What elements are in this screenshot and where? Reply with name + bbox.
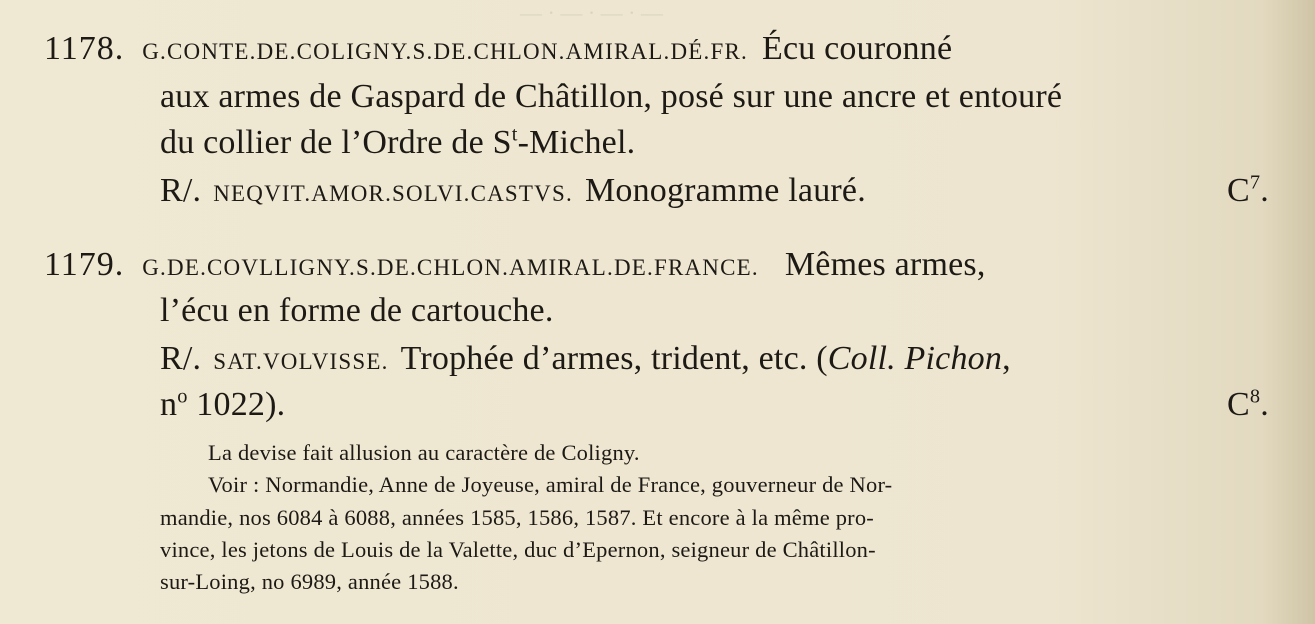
reverse-legend: NEQVIT.AMOR.SOLVI.CASTVS. xyxy=(213,181,573,206)
reverse-description: Monogramme lauré. xyxy=(584,172,866,209)
note-line-2: Voir : Normandie, Anne de Joyeuse, amiral de France, gouverneur de Nor- xyxy=(208,472,893,497)
reverse-line-2: $n^o$ 1022). xyxy=(160,385,286,423)
obverse-description-line-3: du collier de l’Ordre de $S^t$-Michel. xyxy=(160,123,636,161)
reverse-mark: R/. xyxy=(160,340,202,377)
reverse-legend: SAT.VOLVISSE. xyxy=(213,349,389,374)
note-line-1: La devise fait allusion au caractère de Coligny. xyxy=(208,440,640,465)
bleed-through-text: — · — · — · — xyxy=(520,0,663,25)
obverse-description: Mêmes armes, xyxy=(784,246,986,283)
entry-number: 1179. xyxy=(44,246,125,283)
obverse-description-line-2: aux armes de Gaspard de Châtillon, posé sur une ancre et entouré xyxy=(160,78,1063,115)
metal-code: $C^8$. xyxy=(1227,385,1269,423)
obverse-description: Écu couronné xyxy=(761,30,953,67)
note-line-3: mandie, nos 6084 à 6088, années 1585, 1586, 1587. Et encore à la même pro- xyxy=(160,505,874,530)
note-line-5: sur-Loing, no 6989, année 1588. xyxy=(160,569,459,594)
obverse-legend: G.DE.COVLLIGNY.S.DE.CHLON.AMIRAL.DE.FRANCE. xyxy=(142,255,759,280)
reverse-description: Trophée d’armes, trident, etc. (Coll. Pichon, xyxy=(400,340,1011,377)
note-line-4: vince, les jetons de Louis de la Valette, duc d’Epernon, seigneur de Châtillon- xyxy=(160,537,876,562)
obverse-legend: G.CONTE.DE.COLIGNY.S.DE.CHLON.AMIRAL.DÉ.FR. xyxy=(142,39,748,64)
entry-number: 1178. xyxy=(44,30,125,67)
reverse-line xyxy=(160,172,866,210)
obverse-description-line-2: l’écu en forme de cartouche. xyxy=(160,292,554,329)
reverse-mark: R/. xyxy=(160,172,202,209)
metal-code: $C^7$. xyxy=(1227,171,1269,209)
reverse-line xyxy=(160,340,1011,378)
entry-1178 xyxy=(44,30,952,68)
entry-1179 xyxy=(44,246,986,284)
